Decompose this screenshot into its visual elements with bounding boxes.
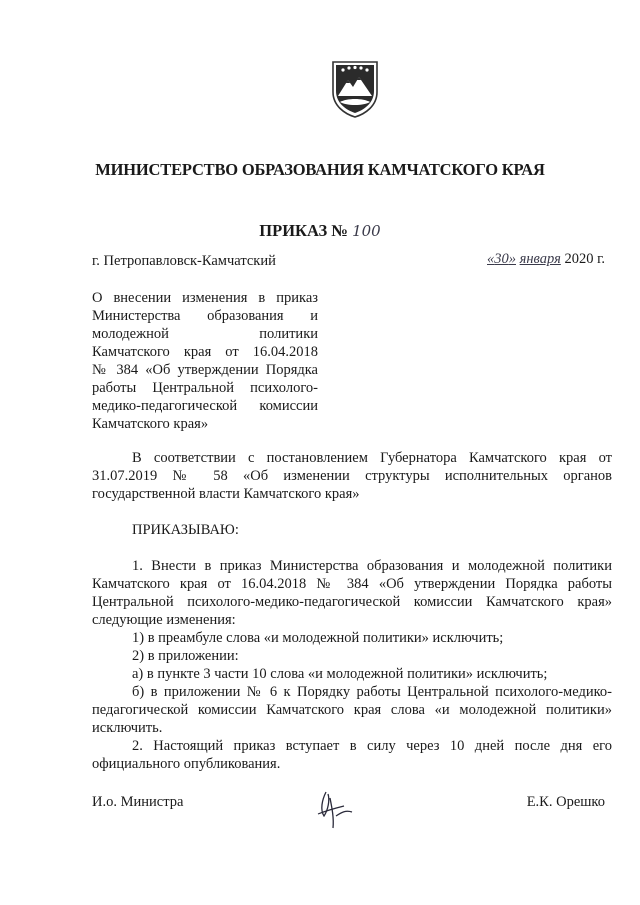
order-number-handwritten: 100 (352, 222, 381, 240)
subject-line: медико-педагогической комиссии (92, 398, 318, 414)
item-1-subitem-2: 2) в приложении: (132, 648, 239, 664)
signatory-role: И.о. Министра (92, 794, 184, 810)
item-1-subitem-2b: б) в приложении № 6 к Порядку работы Центральной психолого-медико-педагогической комиссии Камчатского края слова «и молодежной политики» исключить. (92, 684, 612, 736)
item-2: 2. Настоящий приказ вступает в силу через 10 дней после дня его официального опубликования. (92, 738, 612, 772)
subject-line: Камчатского края от 16.04.2018 (92, 344, 318, 360)
order-title (0, 221, 640, 241)
handwritten-signature-icon (312, 786, 360, 832)
order-subject (92, 289, 318, 433)
date-open-quote: « (487, 251, 495, 267)
subject-line: молодежной политики (92, 326, 318, 342)
subject-line: № 384 «Об утверждении Порядка (92, 362, 318, 378)
item-1-subitem-2a: а) в пункте 3 части 10 слова «и молодежной политики» исключить; (132, 666, 548, 682)
subject-line: Министерства образования и (92, 308, 318, 324)
place-of-issue: г. Петропавловск-Камчатский (92, 253, 276, 269)
subject-line: Камчатского края» (92, 416, 209, 432)
ministry-title: МИНИСТЕРСТВО ОБРАЗОВАНИЯ КАМЧАТСКОГО КРАЯ (95, 160, 545, 179)
date-year: 2020 г. (564, 251, 605, 267)
order-body (92, 449, 612, 773)
signatory-name: Е.К. Орешко (526, 794, 605, 810)
item-1: 1. Внести в приказ Министерства образования и молодежной политики Камчатского края от 16.04.2018 № 384 «Об утверждении Порядка работы Центральной психолого-медико-педагогической комиссии Камчатского края» следующие изменения: (92, 558, 612, 628)
subject-line: О внесении изменения в приказ (92, 290, 318, 306)
date-day: 30 (494, 251, 509, 267)
date-close-quote: » (508, 251, 516, 267)
order-date (487, 251, 605, 268)
kamchatka-emblem-icon (329, 58, 381, 118)
date-month: января (519, 251, 561, 267)
order-command: ПРИКАЗЫВАЮ: (132, 522, 239, 538)
preamble: В соответствии с постановлением Губернатора Камчатского края от 31.07.2019 № 58 «Об изменении структуры исполнительных органов государственной власти Камчатского края» (92, 450, 612, 502)
order-label: ПРИКАЗ № (259, 221, 348, 240)
subject-line: работы Центральной психолого- (92, 380, 318, 396)
item-1-subitem-1: 1) в преамбуле слова «и молодежной политики» исключить; (132, 630, 504, 646)
